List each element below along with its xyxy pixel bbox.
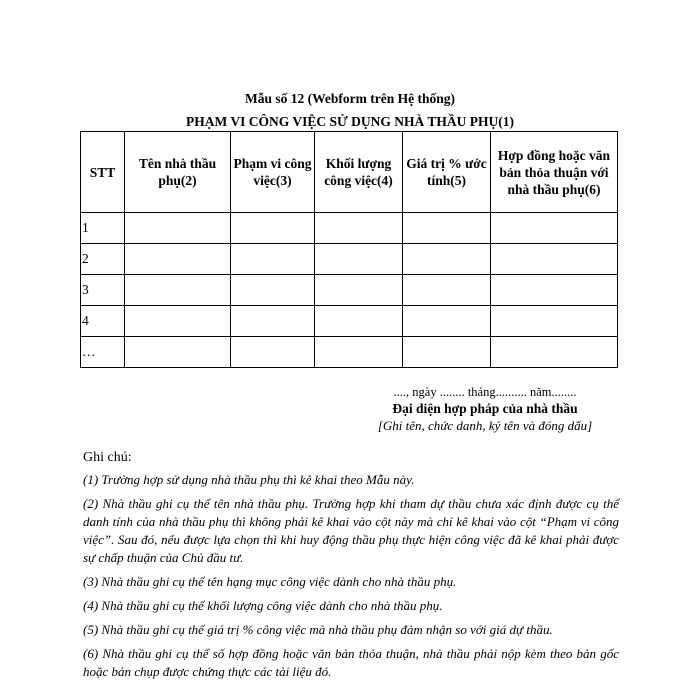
note-item: (1) Trường hợp sử dụng nhà thầu phụ thì kê khai theo Mẫu này. [83, 472, 415, 487]
row-number: … [81, 337, 125, 368]
table-cell[interactable] [403, 306, 491, 337]
table-cell[interactable] [315, 337, 403, 368]
column-header-contract: Hợp đồng hoặc văn bản thỏa thuận với nhà thầu phụ(6) [491, 132, 618, 213]
table-cell[interactable] [125, 306, 231, 337]
table-row [81, 213, 618, 244]
table-header-row [81, 132, 618, 213]
row-number: 1 [81, 213, 125, 244]
table-cell[interactable] [125, 337, 231, 368]
table-cell[interactable] [125, 213, 231, 244]
table-cell[interactable] [491, 213, 618, 244]
table-cell[interactable] [403, 244, 491, 275]
form-subtitle: PHẠM VI CÔNG VIỆC SỬ DỤNG NHÀ THẦU PHỤ(1) [185, 114, 514, 129]
table-cell[interactable] [231, 213, 315, 244]
table-cell[interactable] [315, 213, 403, 244]
column-header-work-volume: Khối lượng công việc(4) [315, 132, 403, 213]
signature-instruction: [Ghi tên, chức danh, ký tên và đóng dấu] [377, 418, 593, 433]
table-row [81, 337, 618, 368]
table-cell[interactable] [315, 275, 403, 306]
table-cell[interactable] [315, 244, 403, 275]
table-cell[interactable] [403, 337, 491, 368]
table-cell[interactable] [125, 275, 231, 306]
table-cell[interactable] [491, 275, 618, 306]
table-cell[interactable] [491, 306, 618, 337]
column-header-subcontractor-name: Tên nhà thầu phụ(2) [125, 132, 231, 213]
table-cell[interactable] [403, 213, 491, 244]
table-cell[interactable] [231, 244, 315, 275]
note-item: (6) Nhà thầu ghi cụ thể số hợp đồng hoặc văn bản thỏa thuận, nhà thầu phải nộp kèm theo bản gốc hoặc bản chụp được chứng thực các tài liệu đó. [83, 646, 619, 679]
table-cell[interactable] [231, 337, 315, 368]
row-number: 4 [81, 306, 125, 337]
table-cell[interactable] [231, 306, 315, 337]
table-cell[interactable] [403, 275, 491, 306]
signature-date-line: ...., ngày ........ tháng.......... năm........ [393, 385, 577, 399]
column-header-estimated-value: Giá trị % ước tính(5) [403, 132, 491, 213]
note-item: (3) Nhà thầu ghi cụ thể tên hạng mục công việc dành cho nhà thầu phụ. [83, 574, 457, 589]
table-cell[interactable] [231, 275, 315, 306]
row-number: 3 [81, 275, 125, 306]
note-item: (2) Nhà thầu ghi cụ thể tên nhà thầu phụ. Trường hợp khi tham dự thầu chưa xác định được cụ thể danh tính của nhà thầu phụ thì không phải kê khai vào cột này mà chỉ kê khai vào cột “Phạm vi công việc”. Sau đó, nếu được lựa chọn thì khi huy động thầu phụ thực hiện công việc đã kê khai phải được sự chấp thuận của Chủ đầu tư. [83, 496, 619, 565]
notes-heading: Ghi chú: [83, 450, 132, 465]
subcontractor-table [80, 131, 618, 368]
table-row [81, 244, 618, 275]
table-cell[interactable] [491, 244, 618, 275]
form-title: Mẫu số 12 (Webform trên Hệ thống) [245, 91, 455, 106]
column-header-work-scope: Phạm vi công việc(3) [231, 132, 315, 213]
table-cell[interactable] [491, 337, 618, 368]
column-header-stt: STT [81, 132, 125, 213]
signature-title: Đại diện hợp pháp của nhà thầu [392, 401, 578, 416]
table-row [81, 275, 618, 306]
note-item: (4) Nhà thầu ghi cụ thể khối lượng công việc dành cho nhà thầu phụ. [83, 598, 443, 613]
row-number: 2 [81, 244, 125, 275]
notes-list [83, 471, 619, 687]
table-cell[interactable] [125, 244, 231, 275]
table-cell[interactable] [315, 306, 403, 337]
table-row [81, 306, 618, 337]
note-item: (5) Nhà thầu ghi cụ thể giá trị % công việc mà nhà thầu phụ đảm nhận so với giá dự thầu. [83, 622, 553, 637]
